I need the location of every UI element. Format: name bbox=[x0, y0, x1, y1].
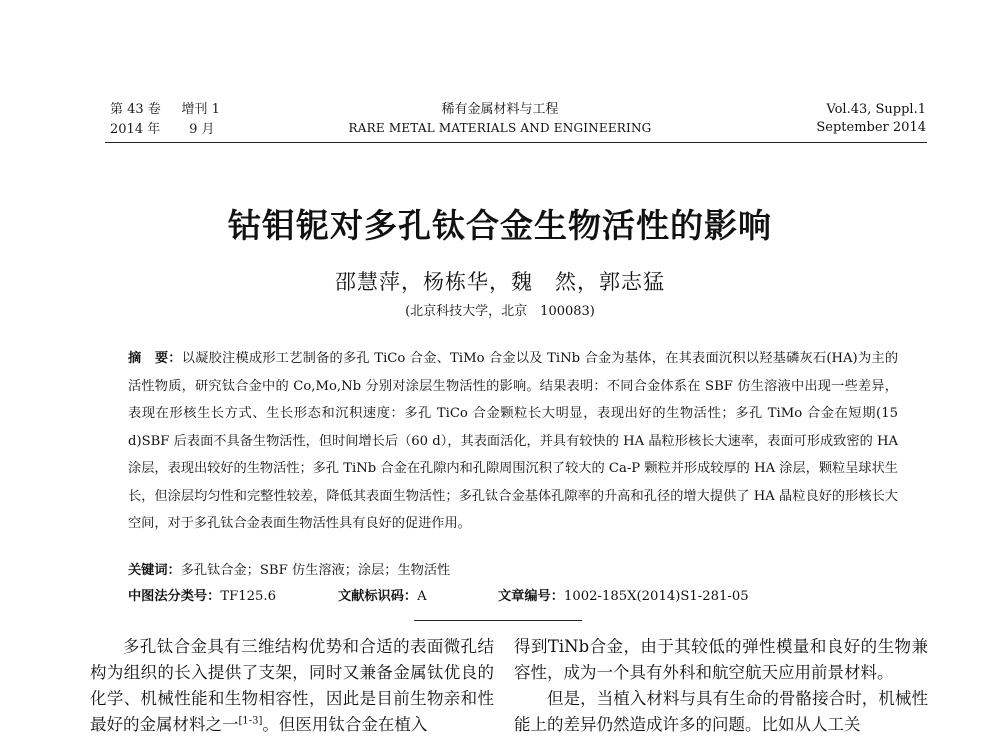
citation: [1-3] bbox=[238, 715, 263, 727]
body-right-paragraph-1: 得到TiNb合金，由于其较低的弹性模量和良好的生物兼容性，成为一个具有外科和航空航天应用前景材料。 bbox=[514, 637, 928, 682]
header-volume: 第 43 卷 bbox=[110, 102, 161, 117]
keywords-text: 多孔钛合金；SBF 仿生溶液；涂层；生物活性 bbox=[180, 563, 451, 578]
paper-title: 钴钼铌对多孔钛合金生物活性的影响 bbox=[228, 206, 772, 245]
clc-label: 中图法分类号： bbox=[128, 589, 221, 604]
classification-line bbox=[128, 587, 928, 607]
clc-value: TF125.6 bbox=[220, 589, 277, 604]
abstract-text: 以凝胶注模成形工艺制备的多孔 TiCo 合金、TiMo 合金以及 TiNb 合金为基体，在其表面沉积以羟基磷灰石(HA)为主的活性物质，研究钛合金中的 Co,Mo,Nb 分别对涂层生物活性的影响。结果表明：不同合金体系在 SBF 仿生溶液中出现一些差异，表现在形核生长方式、生长形态和沉积速度：多孔 TiCo 合金颗粒长大明显，表现出好的生物活性；多孔 TiMo 合金在短期(15 d)SBF 后表面不具备生物活性，但时间增长后（60 d），其表面活化，并具有较快的 HA 晶粒形核长大速率，表面可形成致密的 HA 涂层，表现出较好的生物活性；多孔 TiNb 合金在孔隙内和孔隙周围沉积了较大的 Ca-P 颗粒并形成较厚的 HA 涂层，颗粒呈球状生长，但涂层均匀性和完整性较差，降低其表面生物活性；多孔钛合金基体孔隙率的升高和孔径的增大提供了 HA 晶粒良好的形核长大空间，对于多孔钛合金表面生物活性具有良好的促进作用。 bbox=[128, 351, 899, 531]
journal-name-en: RARE METAL MATERIALS AND ENGINEERING bbox=[348, 121, 652, 135]
header-rule bbox=[105, 142, 927, 143]
header-month: 9 月 bbox=[189, 122, 215, 137]
keywords-label: 关键词： bbox=[128, 563, 181, 578]
section-divider bbox=[414, 620, 582, 621]
header-volume-en: Vol.43, Suppl.1 bbox=[826, 102, 926, 117]
body-left-text-end: 。但医用钛合金在植入 bbox=[262, 715, 428, 734]
doc-code-value: A bbox=[417, 589, 427, 604]
body-left-column bbox=[90, 634, 494, 738]
doc-code-label: 文献标识码： bbox=[338, 589, 418, 604]
keywords bbox=[128, 561, 898, 581]
header-issue: 增刊 1 bbox=[181, 102, 220, 117]
body-right-paragraph-2: 但是，当植入材料与具有生命的骨骼接合时，机械性能上的差异仍然造成许多的问题。比如从人工关 bbox=[514, 689, 928, 734]
article-number-value: 1002-185X(2014)S1-281-05 bbox=[563, 589, 749, 604]
body-left-text: 多孔钛合金具有三维结构优势和合适的表面微孔结构为组织的长入提供了支架，同时又兼备金属钛优良的化学、机械性能和生物相容性，因此是目前生物亲和性最好的金属材料之一 bbox=[90, 637, 494, 734]
header-right bbox=[816, 101, 926, 137]
paper-affiliation: (北京科技大学，北京 100083) bbox=[405, 304, 595, 319]
abstract-label: 摘 要： bbox=[128, 351, 182, 366]
body-right-column bbox=[514, 634, 928, 738]
body-left-paragraph bbox=[90, 634, 494, 738]
header-date-en: September 2014 bbox=[816, 120, 926, 135]
clc-number bbox=[128, 587, 338, 607]
article-number-label: 文章编号： bbox=[498, 589, 564, 604]
article-number bbox=[498, 587, 749, 607]
paper-authors: 邵慧萍，杨栋华，魏 然，郭志猛 bbox=[335, 270, 665, 294]
journal-name-cn: 稀有金属材料与工程 bbox=[441, 102, 559, 117]
document-code bbox=[338, 587, 498, 607]
abstract bbox=[128, 345, 898, 538]
header-year: 2014 年 bbox=[110, 122, 161, 137]
